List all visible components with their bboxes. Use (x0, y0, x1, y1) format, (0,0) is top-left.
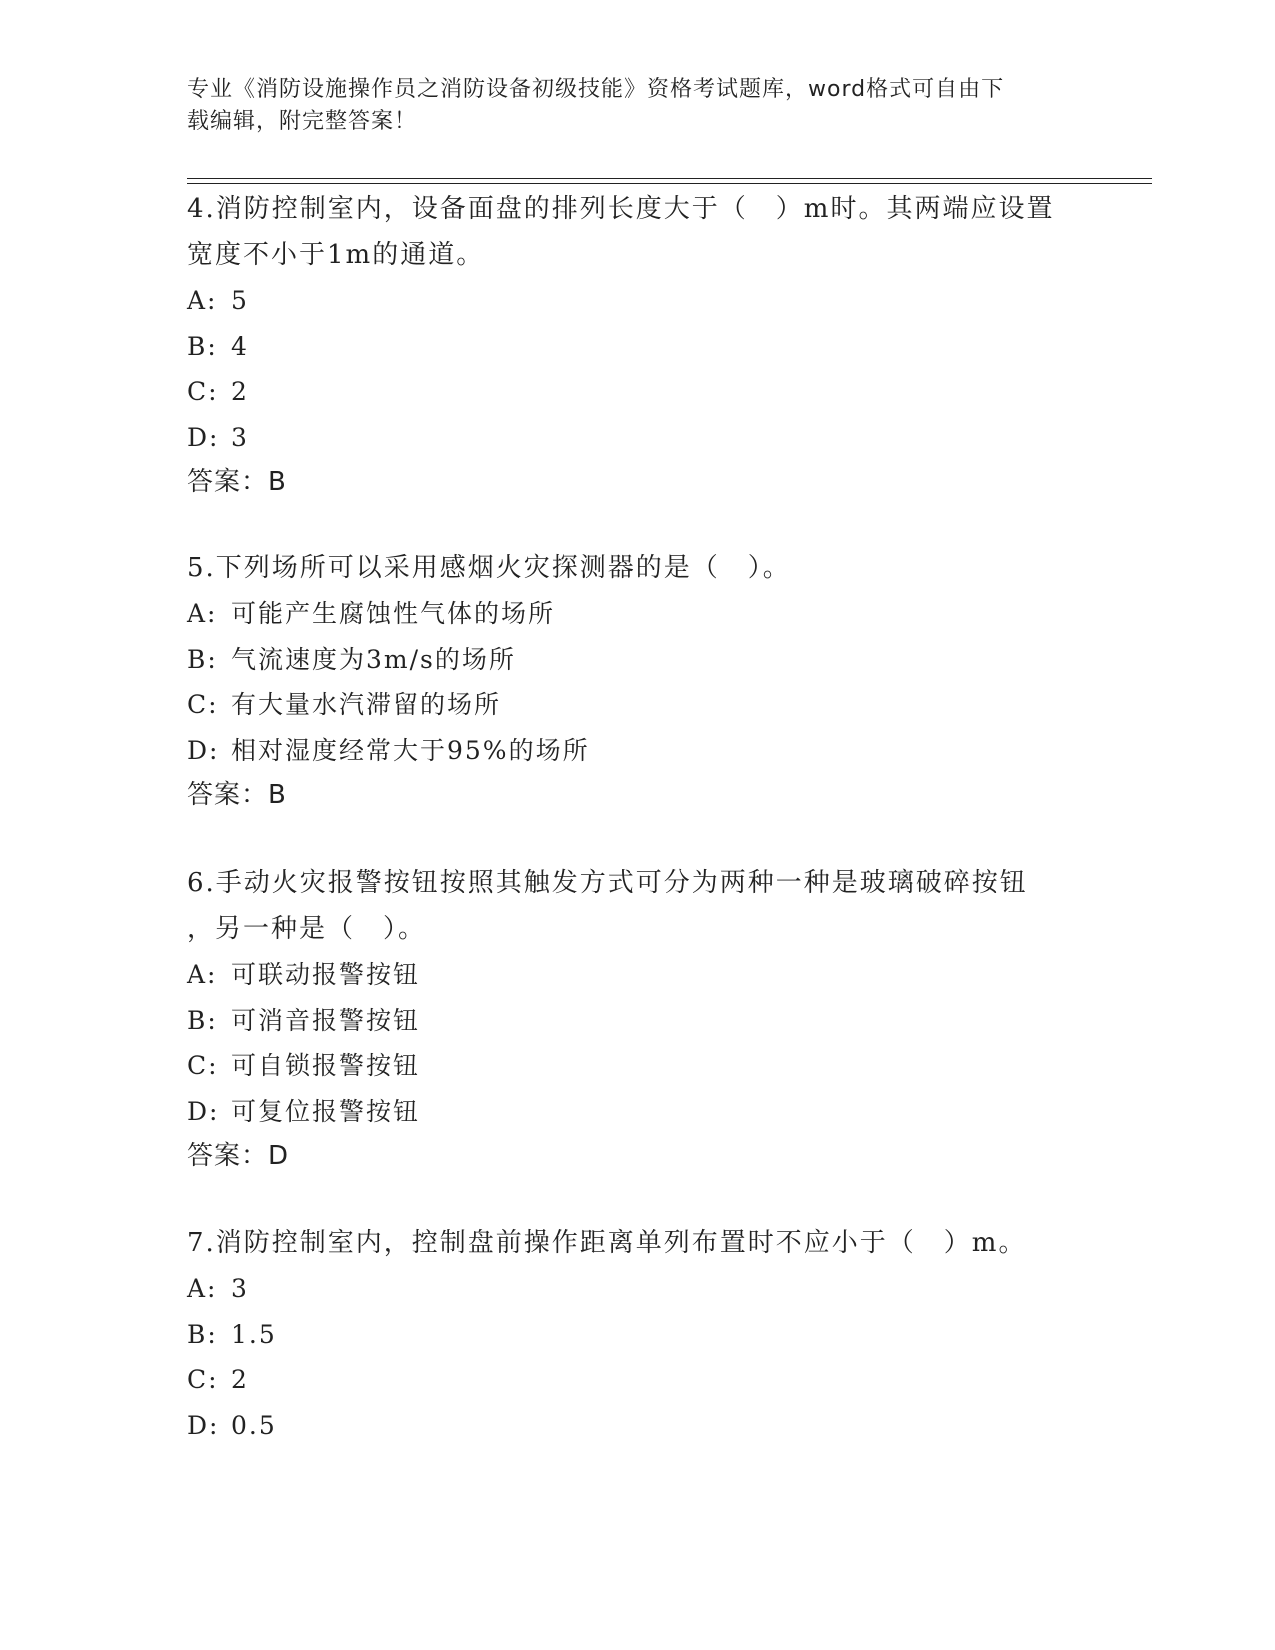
option-text: 4 (231, 331, 249, 361)
question-7 (187, 1220, 1087, 1448)
option-key: D: (187, 422, 220, 452)
option-text: 可联动报警按钮 (231, 960, 421, 989)
question-stem-line: 4.消防控制室内，设备面盘的排列长度大于（ ）m时。其两端应设置 (187, 194, 1055, 224)
option-key: B: (187, 331, 218, 361)
header-divider-bottom (187, 183, 1152, 184)
option-a (187, 591, 1087, 637)
option-c (187, 1357, 1087, 1403)
option-key: B: (187, 644, 218, 674)
option-text: 5 (231, 286, 249, 315)
option-c (187, 682, 1087, 728)
option-text: 有大量水汽滞留的场所 (231, 690, 502, 719)
question-stem-line: 宽度不小于1m的通道。 (187, 240, 485, 270)
option-text: 可自锁报警按钮 (231, 1051, 421, 1080)
option-d (187, 415, 1087, 461)
document-header (187, 74, 1067, 138)
option-c (187, 369, 1087, 415)
option-d (187, 1403, 1087, 1449)
option-key: B: (187, 1005, 218, 1035)
option-text: 可消音报警按钮 (231, 1005, 421, 1035)
option-text: 3 (231, 1274, 249, 1303)
option-text: 气流速度为3m/s的场所 (231, 644, 516, 674)
header-divider-top (187, 178, 1152, 179)
header-line-2: 载编辑，附完整答案！ (187, 109, 418, 134)
option-key: D: (187, 1410, 220, 1440)
option-b (187, 998, 1087, 1044)
option-a (187, 952, 1087, 998)
option-key: C: (187, 1051, 219, 1080)
answer-line: 答案：B (187, 467, 287, 497)
option-b (187, 324, 1087, 370)
option-text: 可能产生腐蚀性气体的场所 (231, 599, 556, 628)
answer-line: 答案：B (187, 780, 287, 810)
option-key: A: (187, 960, 218, 989)
option-key: C: (187, 690, 219, 719)
option-key: C: (187, 377, 219, 406)
option-key: D: (187, 735, 220, 765)
option-b (187, 1312, 1087, 1358)
option-d (187, 728, 1087, 774)
option-key: A: (187, 286, 218, 315)
option-key: C: (187, 1365, 219, 1394)
option-text: 2 (231, 1365, 249, 1394)
question-5 (187, 545, 1087, 817)
option-key: A: (187, 599, 218, 628)
option-text: 可复位报警按钮 (231, 1096, 421, 1126)
option-c (187, 1043, 1087, 1089)
header-line-1: 专业《消防设施操作员之消防设备初级技能》资格考试题库，word格式可自由下 (187, 77, 1005, 102)
option-text: 0.5 (231, 1410, 277, 1440)
option-a (187, 278, 1087, 324)
option-text: 2 (231, 377, 249, 406)
option-key: B: (187, 1319, 218, 1349)
option-d (187, 1089, 1087, 1135)
question-stem-line: 6.手动火灾报警按钮按照其触发方式可分为两种一种是玻璃破碎按钮 (187, 868, 1028, 898)
option-key: A: (187, 1274, 218, 1303)
question-stem-line: 7.消防控制室内，控制盘前操作距离单列布置时不应小于（ ）m。 (187, 1228, 1027, 1258)
option-a (187, 1266, 1087, 1312)
option-key: D: (187, 1096, 220, 1126)
option-b (187, 637, 1087, 683)
question-6 (187, 860, 1087, 1178)
question-stem-line: 5.下列场所可以采用感烟火灾探测器的是（ ）。 (187, 553, 791, 583)
option-text: 3 (231, 422, 249, 452)
question-stem-line: ，另一种是（ ）。 (187, 914, 427, 944)
question-4 (187, 186, 1087, 504)
option-text: 1.5 (231, 1319, 277, 1349)
answer-line: 答案：D (187, 1141, 290, 1171)
option-text: 相对湿度经常大于95%的场所 (231, 735, 590, 765)
